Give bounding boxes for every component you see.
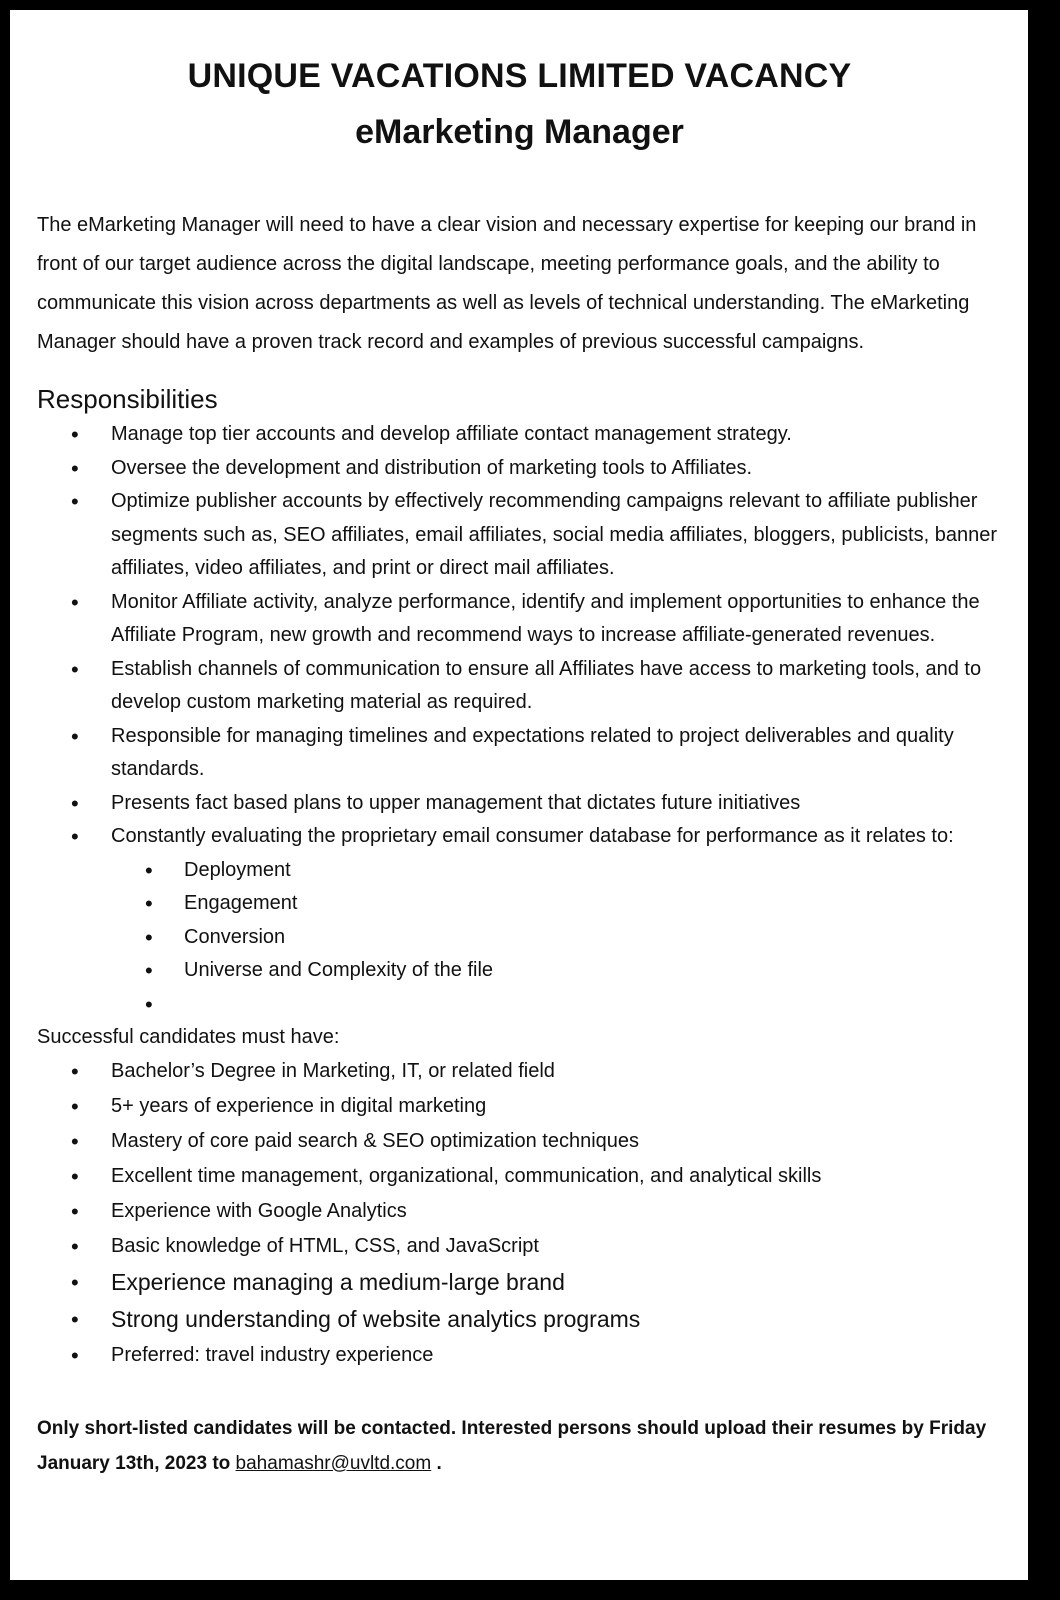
evaluation-sublist — [37, 854, 1002, 1022]
list-item: • Basic knowledge of HTML, CSS, and JavaScript — [37, 1229, 1002, 1264]
position-title: eMarketing Manager — [355, 113, 684, 151]
responsibilities-list — [37, 418, 1002, 854]
email-link[interactable]: bahamashr@uvltd.com — [235, 1453, 432, 1474]
list-item: • 5+ years of experience in digital marketing — [37, 1089, 1002, 1124]
list-item: • Preferred: travel industry experience — [37, 1338, 1002, 1373]
sublist-item: • Engagement — [37, 887, 1002, 921]
list-item: • Monitor Affiliate activity, analyze performance, identify and implement opportunities to enhance the Affiliate Program, new growth and recommend ways to increase affiliate-generated revenues. — [37, 586, 1002, 653]
application-text: Only short-listed candidates will be contacted. Interested persons should upload their resumes by Friday January 13th, 2023 to — [37, 1418, 987, 1474]
intro-paragraph: The eMarketing Manager will need to have a clear vision and necessary expertise for keeping our brand in front of our target audience across the digital landscape, meeting performance goals, and the ability to communicate this vision across departments as well as levels of technical understanding. The eMarketing Manager should have a proven track record and examples of previous successful campaigns. — [37, 214, 977, 353]
page-title: UNIQUE VACATIONS LIMITED VACANCY — [187, 57, 852, 95]
list-item: • Constantly evaluating the proprietary email consumer database for performance as it relates to: — [37, 820, 1002, 854]
list-item: • Bachelor’s Degree in Marketing, IT, or related field — [37, 1054, 1002, 1089]
requirements-list — [37, 1054, 1002, 1373]
sublist-item: • Universe and Complexity of the file — [37, 954, 1002, 988]
list-item: • Mastery of core paid search & SEO optimization techniques — [37, 1124, 1002, 1159]
list-item: • Manage top tier accounts and develop affiliate contact management strategy. — [37, 418, 1002, 452]
list-item: • Oversee the development and distribution of marketing tools to Affiliates. — [37, 452, 1002, 486]
sublist-item: • Conversion — [37, 921, 1002, 955]
list-item: • Experience with Google Analytics — [37, 1194, 1002, 1229]
candidates-heading: Successful candidates must have: — [37, 1026, 340, 1048]
list-item: • Responsible for managing timelines and expectations related to project deliverables and quality standards. — [37, 720, 1002, 787]
list-item: • Presents fact based plans to upper management that dictates future initiatives — [37, 787, 1002, 821]
application-end: . — [431, 1453, 442, 1474]
list-item: • Establish channels of communication to ensure all Affiliates have access to marketing tools, and to develop custom marketing material as required. — [37, 653, 1002, 720]
responsibilities-heading: Responsibilities — [37, 384, 218, 414]
application-note — [37, 1411, 1002, 1481]
list-item: • Strong understanding of website analytics programs — [37, 1301, 1002, 1338]
list-item: • Optimize publisher accounts by effectively recommending campaigns relevant to affiliate publisher segments such as, SEO affiliates, email affiliates, social media affiliates, bloggers, publicists, banner affiliates, video affiliates, and print or direct mail affiliates. — [37, 485, 1002, 586]
list-item: • Excellent time management, organizational, communication, and analytical skills — [37, 1159, 1002, 1194]
list-item: • Experience managing a medium-large brand — [37, 1264, 1002, 1301]
vacancy-notice — [10, 10, 1028, 1580]
sublist-item — [37, 988, 1002, 1022]
sublist-item: • Deployment — [37, 854, 1002, 888]
